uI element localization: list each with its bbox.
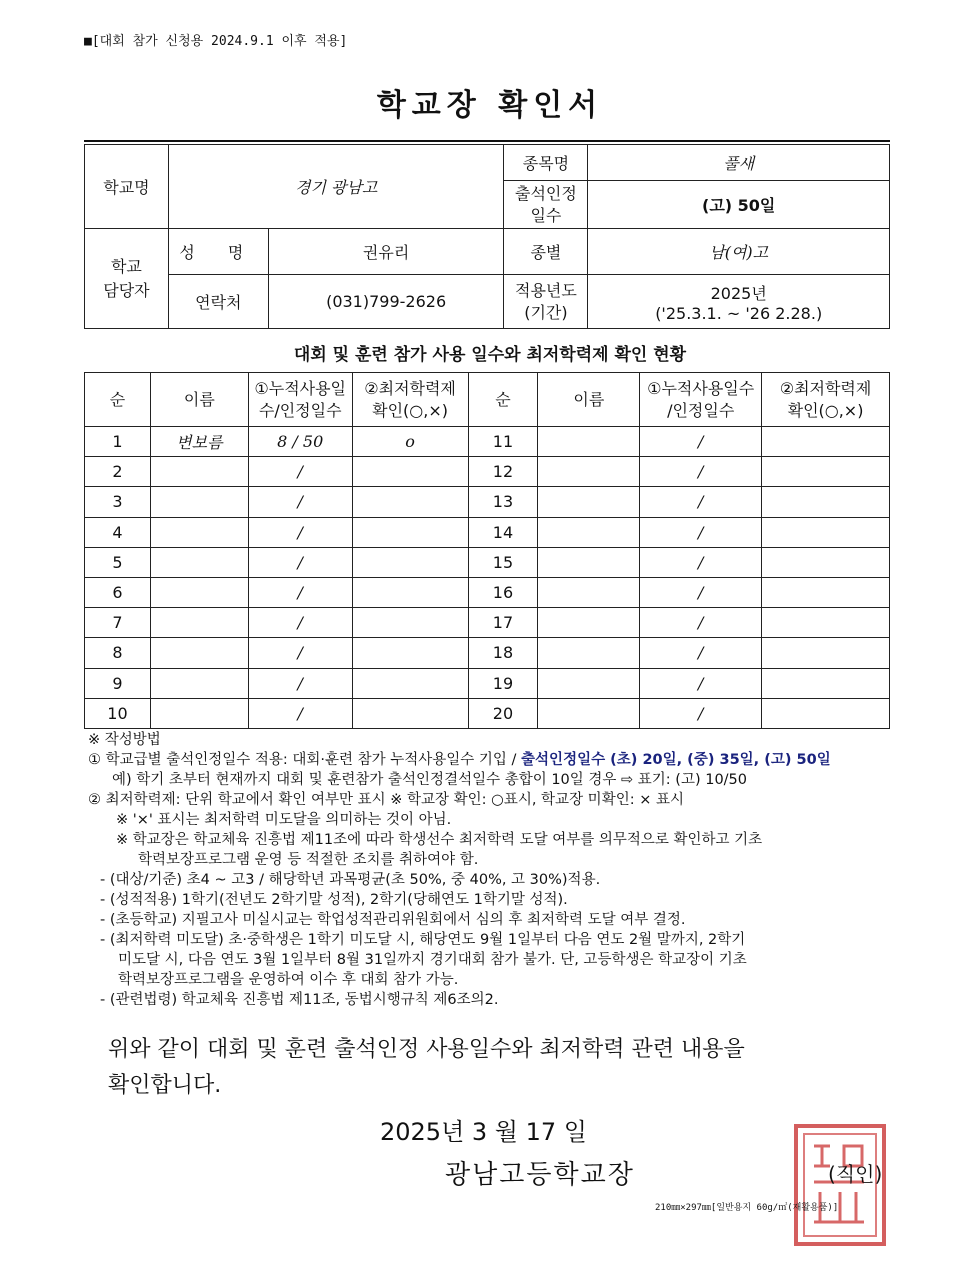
student-name [150,577,248,607]
student-name [538,698,640,728]
days-used: / [640,698,762,728]
form-tag: ■[대회 참가 신청용 2024.9.1 이후 적용] [84,34,348,49]
table-row [85,668,890,698]
row-number: 8 [85,638,151,668]
row-number: 11 [468,427,538,457]
year-label: 적용년도 (기간) [504,275,588,329]
student-name [150,457,248,487]
attend-value: (고) 50일 [588,181,890,229]
instructions [88,730,908,1010]
note-1-text: ① 학교급별 출석인정일수 적용: 대회·훈련 참가 누적사용일수 기입 / [88,752,522,768]
sport-label: 종목명 [504,145,588,181]
student-name [538,487,640,517]
detail-4-cont-2: 학력보장프로그램을 운영하여 이수 후 대회 참가 가능. [118,972,459,988]
table-row [85,638,890,668]
grade-check [762,577,890,607]
days-used: / [248,547,352,577]
confirmation-line-1: 위와 같이 대회 및 훈련 출석인정 사용일수와 최저학력 관련 내용을 [108,1037,745,1062]
student-name [538,608,640,638]
status-header-cell: ①누적사용일수 /인정일수 [640,373,762,427]
school-label: 학교명 [85,145,169,229]
student-name [538,638,640,668]
grade-check: o [352,427,468,457]
student-name [538,427,640,457]
status-title: 대회 및 훈련 참가 사용 일수와 최저학력제 확인 현황 [293,345,687,365]
row-number: 12 [468,457,538,487]
table-row [85,517,890,547]
top-rule [84,140,890,142]
status-header-cell: 이름 [538,373,640,427]
days-used: / [640,487,762,517]
grade-check [352,577,468,607]
row-number: 16 [468,577,538,607]
student-name [150,547,248,577]
note-3: ※ '×' 표시는 최저학력 미도달을 의미하는 것이 아님. [116,812,452,828]
days-used: / [248,487,352,517]
student-name [150,487,248,517]
year-value: 2025년 [710,283,767,303]
table-row [85,608,890,638]
table-row [85,427,890,457]
grade-check [352,698,468,728]
row-number: 13 [468,487,538,517]
gender-value: 남(여)고 [588,229,890,275]
name-value: 권유리 [268,229,504,275]
status-header-cell: 순 [468,373,538,427]
row-number: 14 [468,517,538,547]
manager-label: 학교 담당자 [85,229,169,329]
grade-check [352,608,468,638]
days-used: / [640,427,762,457]
note-4: ※ 학교장은 학교체육 진흥법 제11조에 따라 학생선수 최저학력 도달 여부를 의무적으로 확인하고 기초 [116,832,763,848]
status-table [84,372,890,729]
note-1-example: 예) 학기 초부터 현재까지 대회 및 훈련참가 출석인정결석일수 총합이 10일 경우 ⇨ 표기: (고) 10/50 [112,772,748,788]
period-value: ('25.3.1. ~ '26 2.28.) [655,303,823,323]
table-row [85,698,890,728]
student-name [538,517,640,547]
table-row [85,487,890,517]
confirmation-line-2: 확인합니다. [108,1073,222,1098]
days-used: / [248,698,352,728]
grade-check [352,487,468,517]
name-label: 성 명 [168,229,268,275]
days-used: / [248,577,352,607]
grade-check [352,547,468,577]
row-number: 18 [468,638,538,668]
grade-check [352,638,468,668]
signed-date: 2025년 3 월 17 일 [380,1118,587,1146]
days-used: / [248,668,352,698]
info-table [84,144,890,329]
student-name [150,668,248,698]
detail-5: - (관련법령) 학교체육 진흥법 제11조, 동법시행규칙 제6조의2. [100,992,499,1008]
student-name [538,668,640,698]
grade-check [762,638,890,668]
table-row [85,577,890,607]
detail-1: - (대상/기준) 초4 ~ 고3 / 해당학년 과목평균(초 50%, 중 40%, 고 30%)적용. [100,872,601,888]
document-title: 학교장 확인서 [376,88,604,123]
days-used: / [640,457,762,487]
row-number: 15 [468,547,538,577]
grade-check [762,668,890,698]
table-row [85,547,890,577]
days-used: / [640,638,762,668]
student-name [150,638,248,668]
row-number: 4 [85,517,151,547]
student-name [538,577,640,607]
status-header-cell: ②최저학력제 확인(○,×) [762,373,890,427]
status-header-cell: ①누적사용일 수/인정일수 [248,373,352,427]
grade-check [762,698,890,728]
days-used: / [640,608,762,638]
row-number: 2 [85,457,151,487]
student-name [150,698,248,728]
school-value: 경기 광남고 [168,145,504,229]
note-4-cont: 학력보장프로그램 운영 등 적절한 조치를 취하여야 함. [138,852,479,868]
seal-label: (직인) [828,1162,883,1186]
note-1 [88,750,908,770]
grade-check [762,427,890,457]
days-used: / [640,517,762,547]
student-name [538,457,640,487]
grade-check [762,457,890,487]
grade-check [352,668,468,698]
confirmation-text [108,1032,888,1104]
status-header-cell: 순 [85,373,151,427]
detail-2: - (성적적용) 1학기(전년도 2학기말 성적), 2학기(당해연도 1학기말 성적). [100,892,568,908]
grade-check [352,457,468,487]
sport-value: 풀새 [588,145,890,181]
days-used: / [248,608,352,638]
note-1-bold: 출석인정일수 (초) 20일, (중) 35일, (고) 50일 [521,752,831,768]
grade-check [352,517,468,547]
detail-4: - (최저학력 미도달) 초·중학생은 1학기 미도달 시, 해당연도 9월 1일부터 다음 연도 2월 말까지, 2학기 [100,932,746,948]
notes-heading: ※ 작성방법 [88,732,161,748]
row-number: 7 [85,608,151,638]
status-header-row [85,373,890,427]
row-number: 5 [85,547,151,577]
note-2: ② 최저학력제: 단위 학교에서 확인 여부만 표시 ※ 학교장 확인: ○표시, 학교장 미확인: × 표시 [88,792,684,808]
days-used: 8 / 50 [248,427,352,457]
contact-value: (031)799-2626 [268,275,504,329]
row-number: 20 [468,698,538,728]
days-used: / [640,547,762,577]
days-used: / [248,517,352,547]
year-cell [588,275,890,329]
gender-label: 종별 [504,229,588,275]
row-number: 19 [468,668,538,698]
student-name: 변보름 [150,427,248,457]
grade-check [762,517,890,547]
status-header-cell: 이름 [150,373,248,427]
grade-check [762,608,890,638]
days-used: / [248,638,352,668]
grade-check [762,547,890,577]
row-number: 17 [468,608,538,638]
row-number: 9 [85,668,151,698]
row-number: 10 [85,698,151,728]
table-row [85,457,890,487]
status-header-cell: ②최저학력제 확인(○,×) [352,373,468,427]
student-name [150,517,248,547]
detail-4-cont-1: 미도달 시, 다음 연도 3월 1일부터 8월 31일까지 경기대회 참가 불가. 단, 고등학생은 학교장이 기초 [118,952,747,968]
detail-3: - (초등학교) 지필고사 미실시교는 학업성적관리위원회에서 심의 후 최저학력 도달 여부 결정. [100,912,686,928]
days-used: / [640,577,762,607]
row-number: 1 [85,427,151,457]
grade-check [762,487,890,517]
row-number: 3 [85,487,151,517]
days-used: / [640,668,762,698]
student-name [538,547,640,577]
paper-spec: 210㎜×297㎜[일반용지 60g/㎡(재활용품)] [655,1203,839,1213]
row-number: 6 [85,577,151,607]
contact-label: 연락처 [168,275,268,329]
days-used: / [248,457,352,487]
attend-label: 출석인정 일수 [504,181,588,229]
student-name [150,608,248,638]
principal-signature: 광남고등학교장 [445,1160,635,1190]
